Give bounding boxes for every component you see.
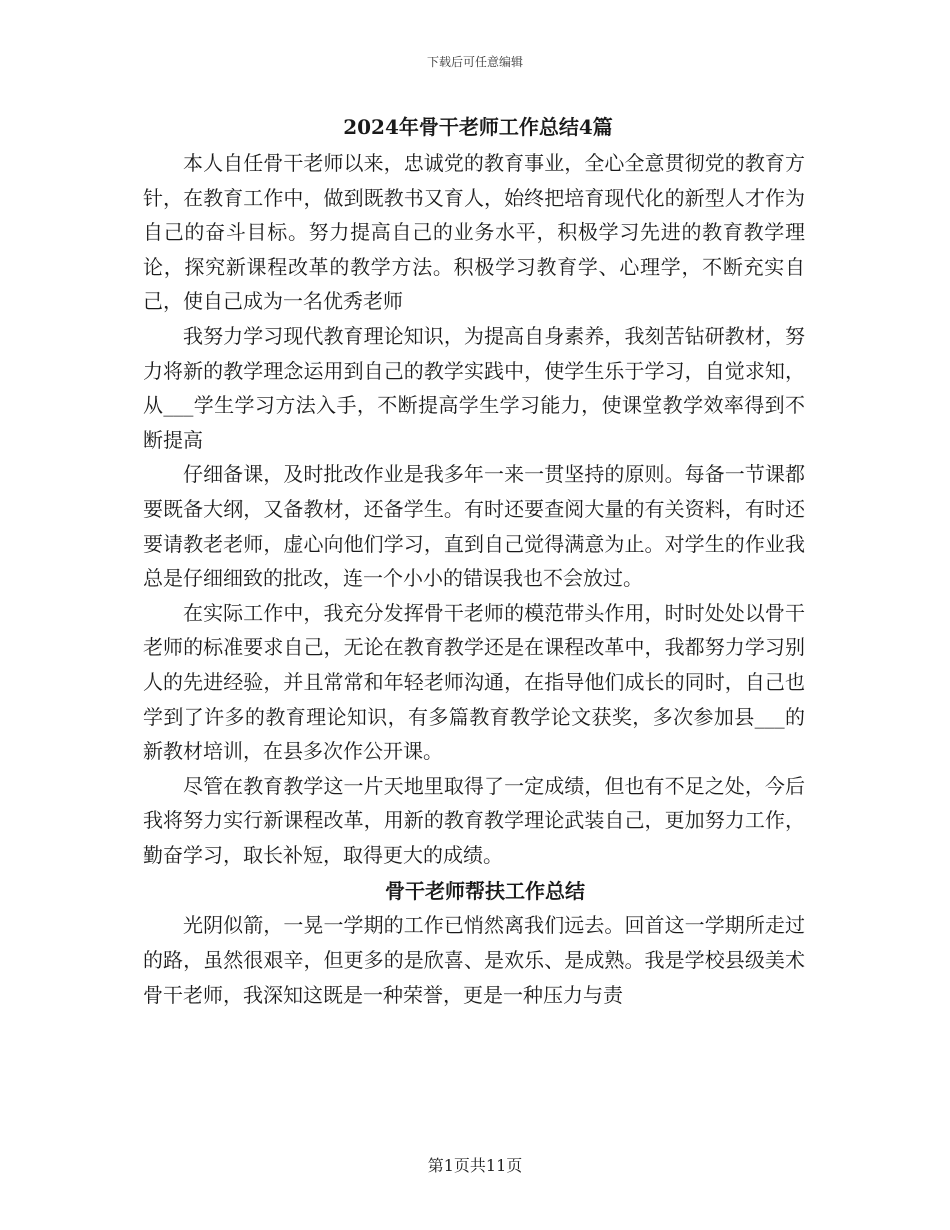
page-number: 第1页共11页 (427, 1156, 523, 1175)
paragraph: 在实际工作中，我充分发挥骨干老师的模范带头作用，时时处处以骨干老师的标准要求自己，无论在教育教学还是在课程改革中，我都努力学习别人的先进经验，并且常常和年轻老师沟通，在指导他们成长的同时，自己也学到了许多的教育理论知识，有多篇教育教学论文获奖，多次参加县___的新教材培训，在县多次作公开课。 (143, 600, 805, 764)
paragraph: 光阴似箭，一晃一学期的工作已悄然离我们远去。回首这一学期所走过的路，虽然很艰辛，但更多的是欣喜、是欢乐、是成熟。我是学校县级美术骨干老师，我深知这既是一种荣誉，更是一种压力与责 (143, 913, 805, 1007)
paragraph: 本人自任骨干老师以来，忠诚党的教育事业，全心全意贯彻党的教育方针，在教育工作中，做到既教书又育人，始终把培育现代化的新型人才作为自己的奋斗目标。努力提高自己的业务水平，积极学习先进的教育教学理论，探究新课程改革的教学方法。积极学习教育学、心理学，不断充实自己，使自己成为一名优秀老师 (143, 151, 805, 314)
paragraph: 尽管在教育教学这一片天地里取得了一定成绩，但也有不足之处，今后我将努力实行新课程改革，用新的教育教学理论武装自己，更加努力工作，勤奋学习，取长补短，取得更大的成绩。 (143, 773, 805, 867)
paragraph: 我努力学习现代教育理论知识，为提高自身素养，我刻苦钻研教材，努力将新的教学理念运用到自己的教学实践中，使学生乐于学习，自觉求知，从___学生学习方法入手，不断提高学生学习能力，使课堂教学效率得到不断提高 (143, 323, 805, 452)
paragraph: 仔细备课，及时批改作业是我多年一来一贯坚持的原则。每备一节课都要既备大纲，又备教材，还备学生。有时还要查阅大量的有关资料，有时还要请教老老师，虚心向他们学习，直到自己觉得满意为止。对学生的作业我总是仔细细致的批改，连一个小小的错误我也不会放过。 (143, 462, 805, 591)
section-title: 骨干老师帮扶工作总结 (385, 879, 585, 904)
header-note: 下载后可任意编辑 (426, 55, 523, 69)
document-body (143, 112, 805, 1012)
document-title: 2024年骨干老师工作总结4篇 (343, 115, 613, 139)
